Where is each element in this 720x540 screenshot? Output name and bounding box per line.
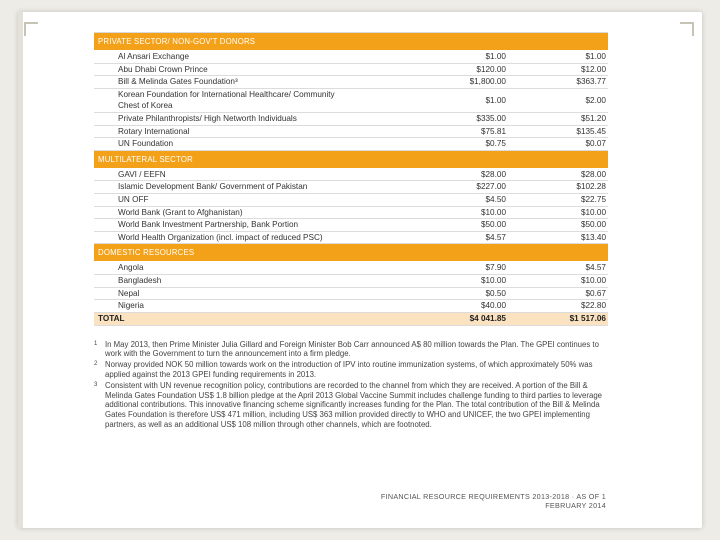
donor-name: World Bank Investment Partnership, Bank Portion [94, 219, 356, 232]
table-row [94, 262, 608, 275]
footnote [94, 360, 608, 380]
section-header [94, 244, 608, 262]
table-row [94, 219, 608, 232]
donor-name: Nigeria [94, 300, 356, 313]
donor-name: Rotary International [94, 125, 356, 138]
section-title: MULTILATERAL SECTOR [94, 150, 608, 168]
value-column-1: $0.75 [356, 138, 514, 151]
total-label: TOTAL [94, 312, 356, 325]
value-column-2: $102.28 [514, 181, 608, 194]
value-column-2: $10.00 [514, 274, 608, 287]
table-row [94, 138, 608, 151]
footnotes [94, 340, 608, 430]
value-column-2: $10.00 [514, 206, 608, 219]
donor-name: Abu Dhabi Crown Prince [94, 63, 356, 76]
footnote-marker: 2 [94, 361, 98, 368]
value-column-1: $335.00 [356, 112, 514, 125]
donor-name: Angola [94, 262, 356, 275]
donor-name: Nepal [94, 287, 356, 300]
value-column-2: $50.00 [514, 219, 608, 232]
donor-name: UN Foundation [94, 138, 356, 151]
total-row [94, 312, 608, 325]
footnote-text: Consistent with UN revenue recognition policy, contributions are recorded to the channel from which they are received. A portion of the Bill & Melinda Gates Foundation US$ 1.8 billion pledge at the April 2013 Global Vaccine Summit includes challenge funding to third parties to leverage additional contributions. This innovative financing scheme significantly increases funding for the Plan. The total contribution of the Bill & Melinda Gates Foundation is therefore US$ 471 million, including US$ 363 million provided directly to WHO and UNICEF, the two GPEI implementing partners, as well as an additional US$ 108 million through other channels, which are footnoted. [105, 380, 602, 430]
value-column-2: $22.75 [514, 193, 608, 206]
table-row [94, 76, 608, 89]
donor-name: Korean Foundation for International Healthcare/ Community Chest of Korea [94, 88, 356, 112]
footnote [94, 381, 608, 430]
value-column-1: $50.00 [356, 219, 514, 232]
value-column-1: $120.00 [356, 63, 514, 76]
table-row [94, 63, 608, 76]
table-row [94, 193, 608, 206]
section-title: DOMESTIC RESOURCES [94, 244, 608, 262]
donor-name: UN OFF [94, 193, 356, 206]
value-column-2: $135.45 [514, 125, 608, 138]
footnote-text: In May 2013, then Prime Minister Julia Gillard and Foreign Minister Bob Carr announced A$ 80 million towards the Plan. The GPEI continues to work with the Government to turn the announcement into a firm pledge. [105, 339, 599, 359]
donor-name: World Health Organization (incl. impact of reduced PSC) [94, 231, 356, 244]
donor-name: Islamic Development Bank/ Government of Pakistan [94, 181, 356, 194]
donor-name: World Bank (Grant to Afghanistan) [94, 206, 356, 219]
table-row [94, 181, 608, 194]
value-column-1: $40.00 [356, 300, 514, 313]
value-column-1: $75.81 [356, 125, 514, 138]
value-column-1: $1,800.00 [356, 76, 514, 89]
value-column-1: $0.50 [356, 287, 514, 300]
section-header [94, 150, 608, 168]
footnote [94, 340, 608, 360]
value-column-1: $4.50 [356, 193, 514, 206]
value-column-2: $51.20 [514, 112, 608, 125]
value-column-1: $227.00 [356, 181, 514, 194]
value-column-1: $1.00 [356, 51, 514, 64]
value-column-1: $10.00 [356, 206, 514, 219]
table-row [94, 287, 608, 300]
value-column-2: $0.67 [514, 287, 608, 300]
value-column-1: $10.00 [356, 274, 514, 287]
value-column-2: $28.00 [514, 168, 608, 181]
footnote-marker: 1 [94, 340, 98, 347]
table-row [94, 88, 608, 112]
table-row [94, 112, 608, 125]
section-title: PRIVATE SECTOR/ NON-GOV'T DONORS [94, 33, 608, 51]
document-page [94, 14, 608, 431]
page-footer: FINANCIAL RESOURCE REQUIREMENTS 2013-2018 · AS OF 1 FEBRUARY 2014 [380, 492, 606, 510]
donor-name: Private Philanthropists/ High Networth Individuals [94, 112, 356, 125]
slide-left-accent [18, 12, 23, 528]
financial-table [94, 33, 608, 326]
value-column-1: $7.90 [356, 262, 514, 275]
table-row [94, 274, 608, 287]
table-row [94, 231, 608, 244]
corner-bracket-top-left [24, 22, 38, 36]
section-header [94, 33, 608, 51]
value-column-2: $2.00 [514, 88, 608, 112]
footnote-text: Norway provided NOK 50 million towards work on the introduction of IPV into routine immunization systems, of which approximately 50% was applied against the 2013 GPEI funding requirements in 2013. [105, 360, 593, 380]
table-row [94, 51, 608, 64]
donor-name: GAVI / EEFN [94, 168, 356, 181]
table-row [94, 125, 608, 138]
value-column-1: $4.57 [356, 231, 514, 244]
total-value-2: $1 517.06 [514, 312, 608, 325]
donor-name: Bill & Melinda Gates Foundation³ [94, 76, 356, 89]
table-row [94, 206, 608, 219]
value-column-2: $13.40 [514, 231, 608, 244]
value-column-1: $28.00 [356, 168, 514, 181]
table-row [94, 300, 608, 313]
value-column-1: $1.00 [356, 88, 514, 112]
value-column-2: $0.07 [514, 138, 608, 151]
donor-name: Bangladesh [94, 274, 356, 287]
value-column-2: $4.57 [514, 262, 608, 275]
value-column-2: $363.77 [514, 76, 608, 89]
total-value-1: $4 041.85 [356, 312, 514, 325]
value-column-2: $22.80 [514, 300, 608, 313]
corner-bracket-top-right [680, 22, 694, 36]
table-row [94, 168, 608, 181]
cut-off-row [94, 14, 608, 33]
footnote-marker: 3 [94, 381, 98, 388]
value-column-2: $12.00 [514, 63, 608, 76]
donor-name: Al Ansari Exchange [94, 51, 356, 64]
value-column-2: $1.00 [514, 51, 608, 64]
